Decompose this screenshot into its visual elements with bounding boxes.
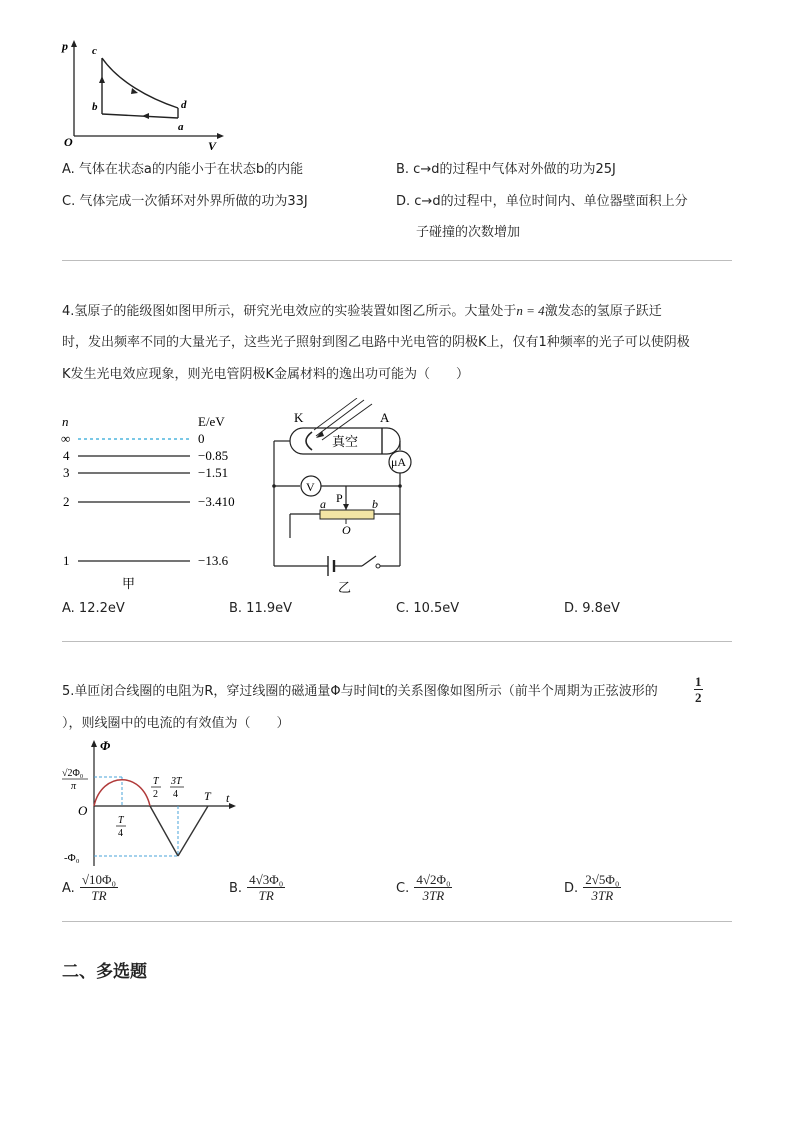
circuit-b-end: b: [372, 497, 378, 511]
q4-option-a: A. 12.2eV: [62, 601, 125, 616]
pv-point-d: d: [181, 99, 187, 111]
q5-option-c-frac: [414, 873, 452, 902]
q4-stem-line1-b: 激发态的氢原子跃迁: [544, 304, 662, 319]
level-n-header: n: [62, 414, 69, 429]
pv-point-c: c: [92, 45, 97, 57]
diagram-caption-yi: 乙: [338, 580, 352, 595]
level-e-header: E/eV: [198, 414, 225, 429]
ymin-label: -Φ₀: [64, 852, 80, 864]
t-quarter-den: 4: [118, 828, 123, 839]
q3-option-a: A. 气体在状态a的内能小于在状态b的内能: [62, 162, 304, 177]
voltmeter-label: V: [306, 480, 315, 494]
circuit-p-label: P: [336, 491, 343, 505]
level-e-1: −13.6: [198, 553, 229, 568]
flux-axis-label: Φ: [100, 738, 111, 753]
q5-stem-text: 5.单匝闭合线圈的电阻为R，穿过线圈的磁通量Φ与时间t的关系图像如图所示（前半个周期为正弦波形的: [62, 684, 658, 699]
q4-stem-math: n = 4: [516, 303, 545, 318]
q5-option-c-num: 4√2Φ₀: [416, 872, 451, 887]
q5-option-b: [229, 873, 285, 902]
time-axis-label: t: [226, 791, 230, 805]
q4-stem-line1: [62, 303, 662, 320]
q5-stem-line2: ），则线圈中的电流的有效值为（ ）: [62, 716, 290, 731]
q5-option-b-frac: [247, 873, 285, 902]
q5-option-c-label: C.: [396, 881, 410, 896]
t-half-den: 2: [153, 789, 158, 800]
diagram-caption-jia: 甲: [122, 576, 136, 591]
energy-level-diagram: [58, 410, 248, 595]
divider: [62, 641, 732, 642]
level-n-4: 4: [63, 448, 70, 463]
ymax-den: π: [71, 781, 77, 792]
pv-cycle-c-to-d: [102, 58, 178, 108]
flux-ramp-down: [150, 806, 178, 856]
pv-point-a: a: [178, 121, 184, 133]
q4-stem-line2: 时，发出频率不同的大量光子，这些光子照射到图乙电路中光电管的阴极K上，仅有1种频率的光子可以使阴极: [62, 335, 690, 350]
q5-option-d-num: 2√5Φ₀: [585, 872, 620, 887]
flux-ramp-up: [178, 806, 208, 856]
q5-option-d-den: 3TR: [591, 888, 614, 903]
circuit-k-label: K: [294, 410, 304, 425]
q5-option-a-label: A.: [62, 881, 75, 896]
level-n-2: 2: [63, 494, 70, 509]
t-quarter-num: T: [118, 815, 124, 826]
circuit-a-label: A: [380, 410, 390, 425]
t-full: T: [204, 789, 211, 803]
q5-option-b-num: 4√3Φ₀: [249, 872, 284, 887]
q5-option-a-frac: [80, 873, 118, 902]
pv-point-b: b: [92, 101, 98, 113]
q4-option-c: C. 10.5eV: [396, 601, 460, 616]
q5-option-d: [564, 873, 621, 902]
circuit-o-label: O: [342, 523, 351, 537]
level-e-inf: 0: [198, 431, 205, 446]
q3-option-d-line2: 子碰撞的次数增加: [416, 225, 521, 240]
flux-time-graph: [60, 736, 250, 870]
q5-option-b-label: B.: [229, 881, 243, 896]
pv-graph: [58, 36, 228, 154]
q5-option-a-num: √10Φ₀: [81, 872, 117, 887]
q3-option-b: B. c→d的过程中气体对外做的功为25J: [396, 162, 616, 177]
level-n-inf: ∞: [61, 431, 71, 446]
q4-option-d: D. 9.8eV: [564, 601, 620, 616]
rheostat: [320, 510, 374, 519]
q5-option-c: [396, 873, 452, 902]
q3-option-d-line1: D. c→d的过程中，单位时间内、单位器壁面积上分: [396, 194, 688, 209]
level-e-4: −0.85: [198, 448, 229, 463]
q5-option-d-frac: [583, 873, 621, 902]
q4-stem-line1-a: 4.氢原子的能级图如图甲所示，研究光电效应的实验装置如图乙所示。大量处于: [62, 304, 517, 319]
level-e-2: −3.410: [198, 494, 235, 509]
q4-stem-line3: K发生光电效应现象，则光电管阴极K金属材料的逸出功可能为（ ）: [62, 367, 470, 382]
half-den: 2: [695, 690, 702, 705]
level-e-3: −1.51: [198, 465, 229, 480]
t-half-num: T: [153, 776, 159, 787]
section-title: 二、多选题: [62, 962, 147, 982]
level-n-3: 3: [63, 465, 70, 480]
ymax-num: √2Φ₀: [62, 768, 84, 779]
ammeter-label: μA: [391, 455, 407, 469]
level-n-1: 1: [63, 553, 70, 568]
q5-option-a-den: TR: [91, 888, 107, 903]
divider: [62, 921, 732, 922]
t34-num: 3T: [171, 776, 182, 787]
pv-p-label: p: [62, 39, 68, 53]
q5-option-b-den: TR: [258, 888, 274, 903]
q5-option-d-label: D.: [564, 881, 579, 896]
q5-option-a: [62, 873, 118, 902]
divider: [62, 260, 732, 261]
circuit-vacuum-label: 真空: [332, 434, 359, 449]
pv-cycle-a-to-b: [102, 114, 178, 118]
t34-den: 4: [173, 789, 178, 800]
q3-option-c: C. 气体完成一次循环对外界所做的功为33J: [62, 194, 308, 209]
q5-option-c-den: 3TR: [422, 888, 445, 903]
pv-v-label: V: [208, 139, 217, 153]
half-num: 1: [695, 674, 702, 689]
origin-label: O: [78, 803, 88, 818]
q4-option-b: B. 11.9eV: [229, 601, 293, 616]
q5-half-fraction: [694, 674, 703, 705]
q5-stem-line1: [62, 684, 658, 700]
circuit-a-end: a: [320, 497, 326, 511]
photoelectric-circuit: [262, 398, 422, 598]
pv-o-label: O: [64, 135, 73, 149]
